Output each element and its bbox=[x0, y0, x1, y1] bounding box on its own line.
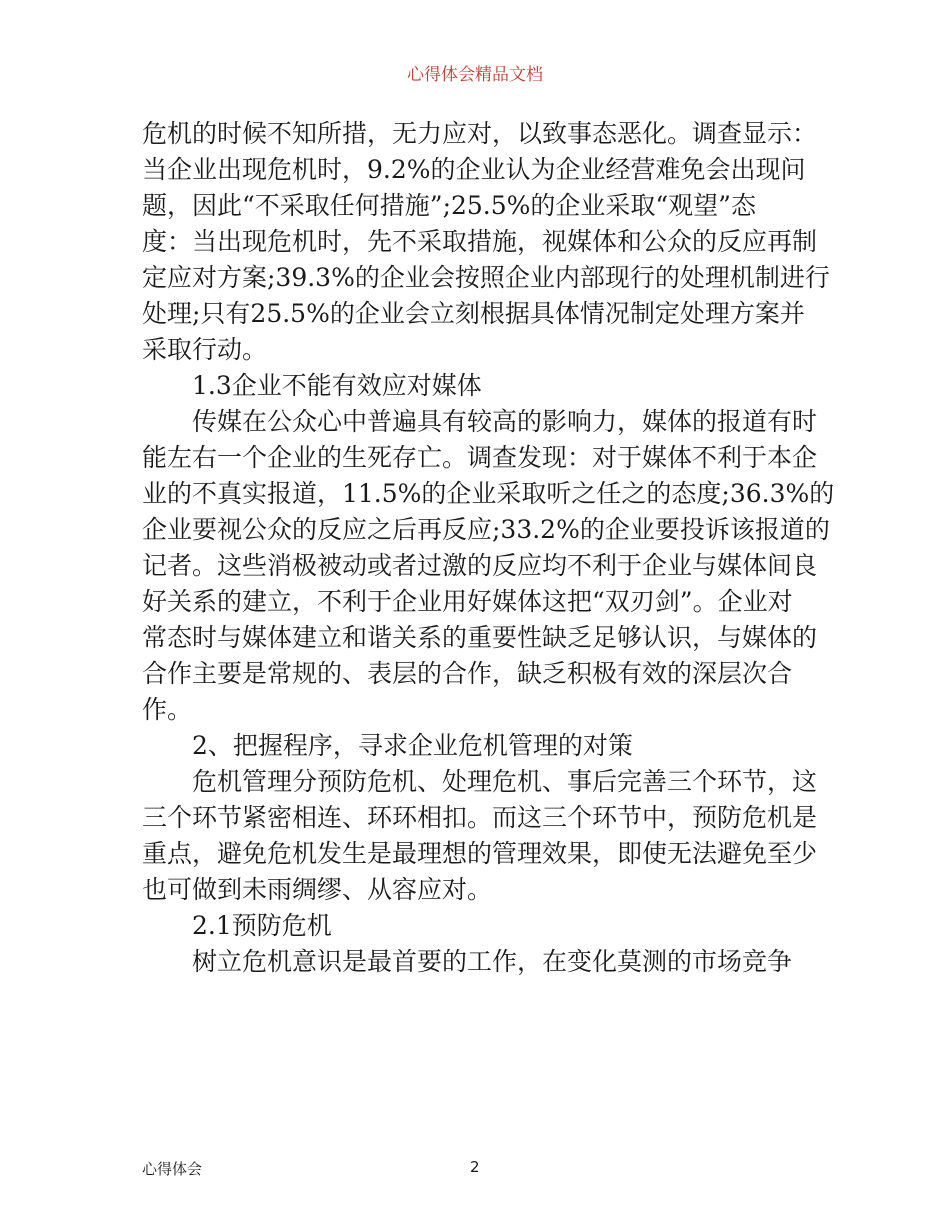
section-heading-2-1: 2.1预防危机 bbox=[192, 911, 332, 940]
text-line: 采取行动。 bbox=[142, 335, 268, 364]
text-line: 重点，避免危机发生是最理想的管理效果，即使无法避免至少 bbox=[142, 839, 818, 868]
page-header-title: 心得体会精品文档 bbox=[407, 65, 543, 85]
text-line: 合作主要是常规的、表层的合作，缺乏积极有效的深层次合 bbox=[142, 659, 793, 688]
text-line: 定应对方案;39.3%的企业会按照企业内部现行的处理机制进行 bbox=[142, 263, 830, 292]
text-line: 也可做到未雨绸缪、从容应对。 bbox=[142, 875, 493, 904]
page-number: 2 bbox=[470, 1158, 480, 1176]
text-line: 传媒在公众心中普遍具有较高的影响力，媒体的报道有时 bbox=[192, 407, 818, 436]
text-line: 当企业出现危机时，9.2%的企业认为企业经营难免会出现问 bbox=[142, 155, 806, 184]
section-heading-1-3: 1.3企业不能有效应对媒体 bbox=[192, 371, 482, 400]
text-line: 业的不真实报道，11.5%的企业采取听之任之的态度;36.3%的 bbox=[142, 479, 835, 508]
text-line: 题，因此“不采取任何措施”;25.5%的企业采取“观望”态 bbox=[142, 191, 756, 220]
document-body bbox=[142, 116, 835, 980]
text-line: 常态时与媒体建立和谐关系的重要性缺乏足够认识，与媒体的 bbox=[142, 623, 818, 652]
text-line: 记者。这些消极被动或者过激的反应均不利于企业与媒体间良 bbox=[142, 551, 818, 580]
footer-label: 心得体会 bbox=[142, 1160, 203, 1178]
text-line: 危机管理分预防危机、处理危机、事后完善三个环节，这 bbox=[192, 767, 818, 796]
text-line: 危机的时候不知所措，无力应对，以致事态恶化。调查显示： bbox=[142, 119, 818, 148]
text-line: 能左右一个企业的生死存亡。调查发现：对于媒体不利于本企 bbox=[142, 443, 818, 472]
text-line: 好关系的建立，不利于企业用好媒体这把“双刃剑”。企业对 bbox=[142, 587, 793, 616]
text-line: 树立危机意识是最首要的工作，在变化莫测的市场竞争 bbox=[192, 947, 793, 976]
text-line: 处理;只有25.5%的企业会立刻根据具体情况制定处理方案并 bbox=[142, 299, 805, 328]
text-line: 企业要视公众的反应之后再反应;33.2%的企业要投诉该报道的 bbox=[142, 515, 830, 544]
text-line: 度：当出现危机时，先不采取措施，视媒体和公众的反应再制 bbox=[142, 227, 818, 256]
text-line: 三个环节紧密相连、环环相扣。而这三个环节中，预防危机是 bbox=[142, 803, 818, 832]
section-heading-2: 2、把握程序，寻求企业危机管理的对策 bbox=[192, 731, 633, 760]
text-line: 作。 bbox=[142, 695, 193, 724]
